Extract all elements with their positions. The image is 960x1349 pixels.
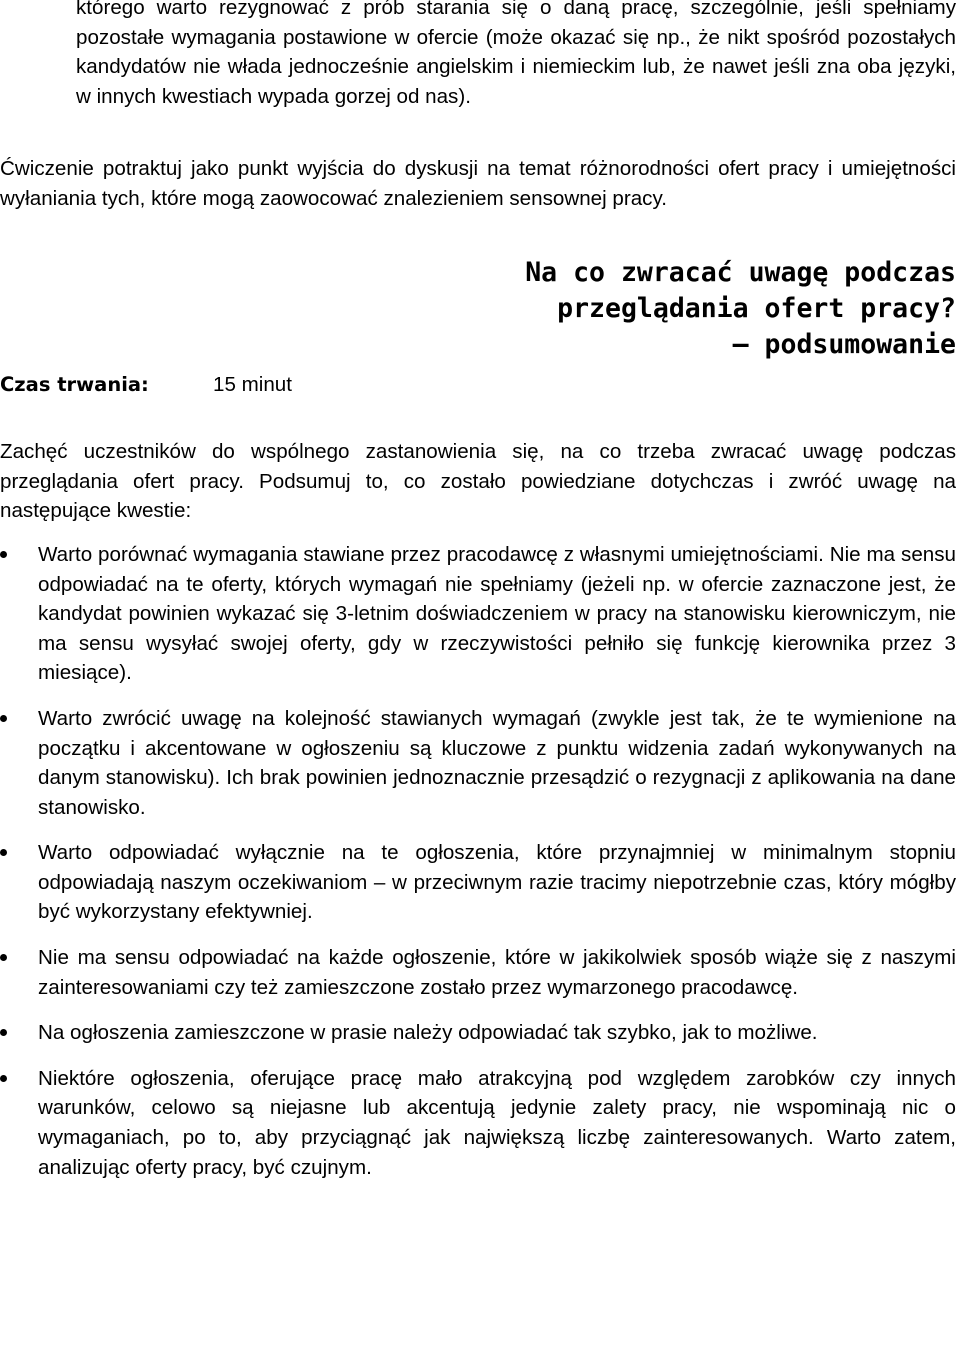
list-item [0,1018,956,1048]
duration-label: Czas trwania: [0,372,149,396]
exercise-note-paragraph: Ćwiczenie potraktuj jako punkt wyjścia do dyskusji na temat różnorodności ofert pracy i umiejętności wyłaniania tych, które mogą zaowocować znalezieniem sensownej pracy. [0,157,956,210]
bullet-icon [0,954,7,961]
list-item-text: Warto odpowiadać wyłącznie na te ogłoszenia, które przynajmniej w minimalnym stopniu odpowiadają naszym oczekiwaniom – w przeciwnym razie tracimy niepotrzebnie czas, który mógłby być wykorzystany efektywniej. [38,841,956,924]
list-item [0,838,956,927]
list-item-text: Warto zwrócić uwagę na kolejność stawianych wymagań (zwykle jest tak, że te wymienione na początku i akcentowane w ogłoszeniu są kluczowe z punktu widzenia zadań wykonywanych na danym stanowisku). Ich brak powinien jednoznacznie przesądzić o rezygnacji z aplikowania na dane stanowisko. [38,706,956,819]
section-heading [0,255,956,363]
bullet-icon [0,849,7,856]
list-item-text: Niektóre ogłoszenia, oferujące pracę mało atrakcyjną pod względem zarobków czy innych warunków, celowo są niejasne lub akcentują jedynie zalety pracy, nie wspominają nic o wymaganiach, po to, aby przyciągnąć jak największą liczbę zainteresowanych. Warto zatem, analizując oferty pracy, być czujnym. [38,1066,956,1179]
list-item-text: Na ogłoszenia zamieszczone w prasie należy odpowiadać tak szybko, jak to możliwe. [38,1021,818,1045]
summary-intro-paragraph: Zachęć uczestników do wspólnego zastanowienia się, na co trzeba zwracać uwagę podczas przeglądania ofert pracy. Podsumuj to, co zostało powiedziane dotychczas i zwróć uwagę na następujące kwestie: [0,440,956,523]
bullet-icon [0,715,7,722]
section-heading-line-3: – podsumowanie [732,328,956,360]
list-item [0,1064,956,1182]
bullet-icon [0,1075,7,1082]
list-item [0,704,956,822]
list-item-text: Nie ma sensu odpowiadać na każde ogłoszenie, które w jakikolwiek sposób wiąże się z naszymi zainteresowaniami czy też zamieszczone zostało przez wymarzonego pracodawcę. [38,946,956,999]
list-item-text: Warto porównać wymagania stawiane przez pracodawcę z własnymi umiejętnościami. Nie ma sensu odpowiadać na te oferty, których wymagań nie spełniamy (jeżeli np. w ofercie zaznaczone jest, że kandydat powinien wykazać się 3-letnim doświadczeniem w pracy na stanowisku kierowniczym, nie ma sensu wysyłać swojej oferty, gdy w rzeczywistości pełniło się funkcję kierownika przez 3 miesiące). [38,542,956,685]
section-heading-line-2: przeglądania ofert pracy? [557,292,956,324]
duration-row [0,370,956,400]
list-item [0,943,956,1002]
list-item [0,540,956,688]
bullet-icon [0,1029,7,1036]
bullet-icon [0,551,7,558]
continuation-paragraph: którego warto rezygnować z prób starania się o daną pracę, szczególnie, jeśli spełniamy pozostałe wymagania postawione w ofercie (może okazać się np., że nikt spośród pozostałych kandydatów nie włada jednocześnie angielskim i niemieckim lub, że nawet jeśli zna oba języki, w innych kwestiach wypada gorzej od nas). [76,0,956,108]
duration-value: 15 minut [213,372,292,396]
section-heading-line-1: Na co zwracać uwagę podczas [525,256,956,288]
summary-bullet-list [0,540,956,1182]
